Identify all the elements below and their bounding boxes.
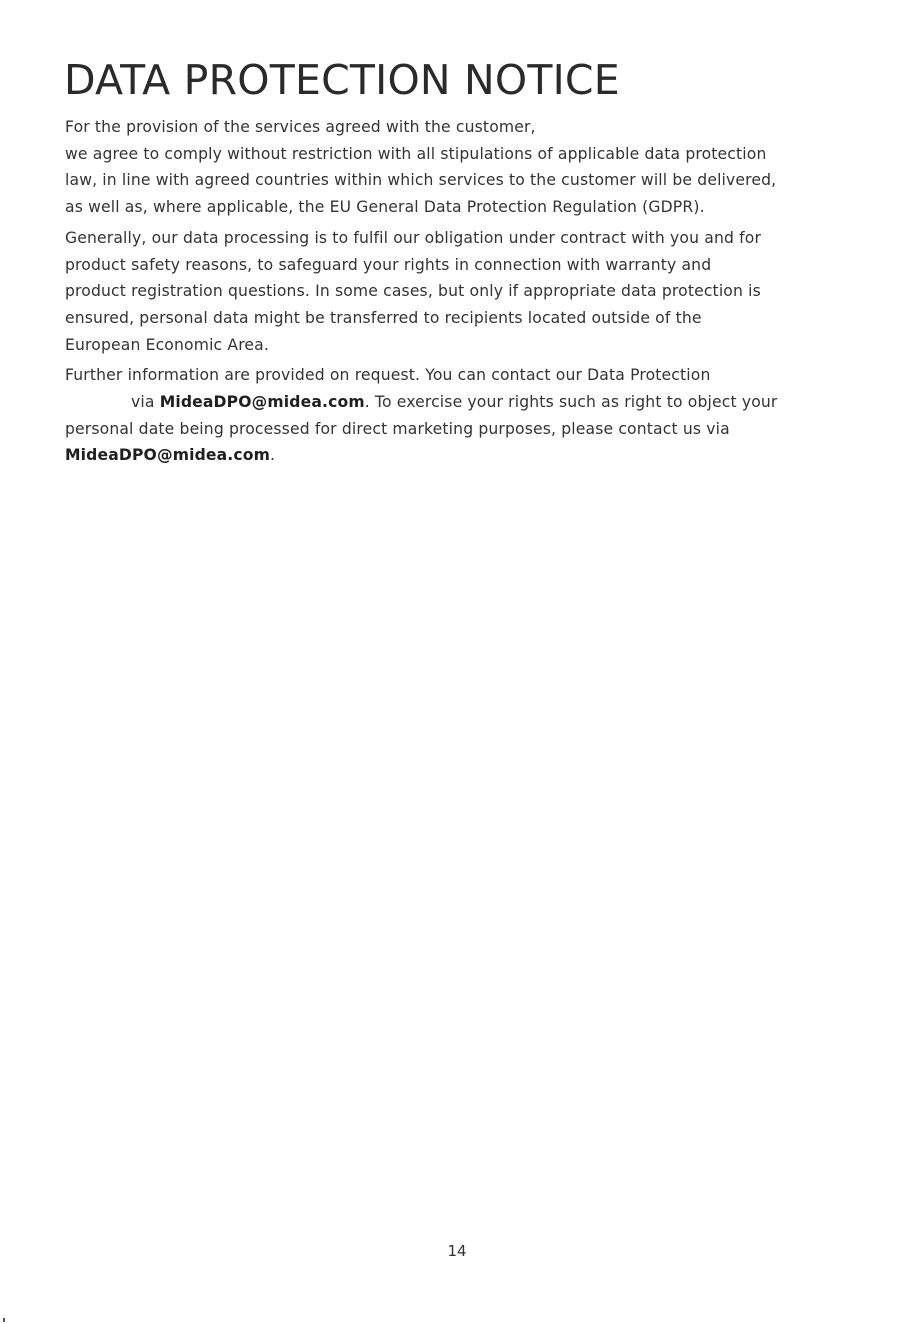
email-link[interactable]: MideaDPO@midea.com [159, 393, 365, 412]
text-fragment: . To exercise your rights such as right to object your [364, 393, 778, 412]
text-fragment: via [131, 393, 160, 412]
text-line: For the provision of the services agreed with the customer, [65, 118, 536, 136]
text-line: product safety reasons, to safeguard your rights in connection with warranty and [65, 255, 712, 274]
text-line: Generally, our data processing is to fulfil our obligation under contract with you and for [65, 228, 762, 247]
text-line: product registration questions. In some cases, but only if appropriate data protection is [65, 282, 761, 301]
text-line-with-email [65, 389, 865, 416]
text-line-with-email [65, 442, 865, 469]
text-line: European Economic Area. [65, 335, 269, 354]
text-line: as well as, where applicable, the EU General Data Protection Regulation (GDPR). [65, 198, 705, 217]
page-title: DATA PROTECTION NOTICE [64, 56, 620, 104]
paragraph-contact [65, 362, 865, 469]
scan-mark [3, 1318, 5, 1322]
notice-body [65, 114, 865, 473]
page-number: 14 [447, 1242, 467, 1260]
paragraph-compliance [65, 114, 865, 221]
text-line: Further information are provided on request. You can contact our Data Protection [65, 366, 711, 385]
paragraph-processing [65, 225, 865, 359]
text-line: law, in line with agreed countries within which services to the customer will be delivered, [65, 171, 777, 190]
text-line: ensured, personal data might be transferred to recipients located outside of the [65, 308, 702, 327]
email-link[interactable]: MideaDPO@midea.com [65, 446, 271, 465]
text-fragment: . [270, 446, 276, 465]
text-line: personal date being processed for direct marketing purposes, please contact us via [65, 419, 730, 438]
text-line: we agree to comply without restriction with all stipulations of applicable data protection [65, 144, 767, 163]
